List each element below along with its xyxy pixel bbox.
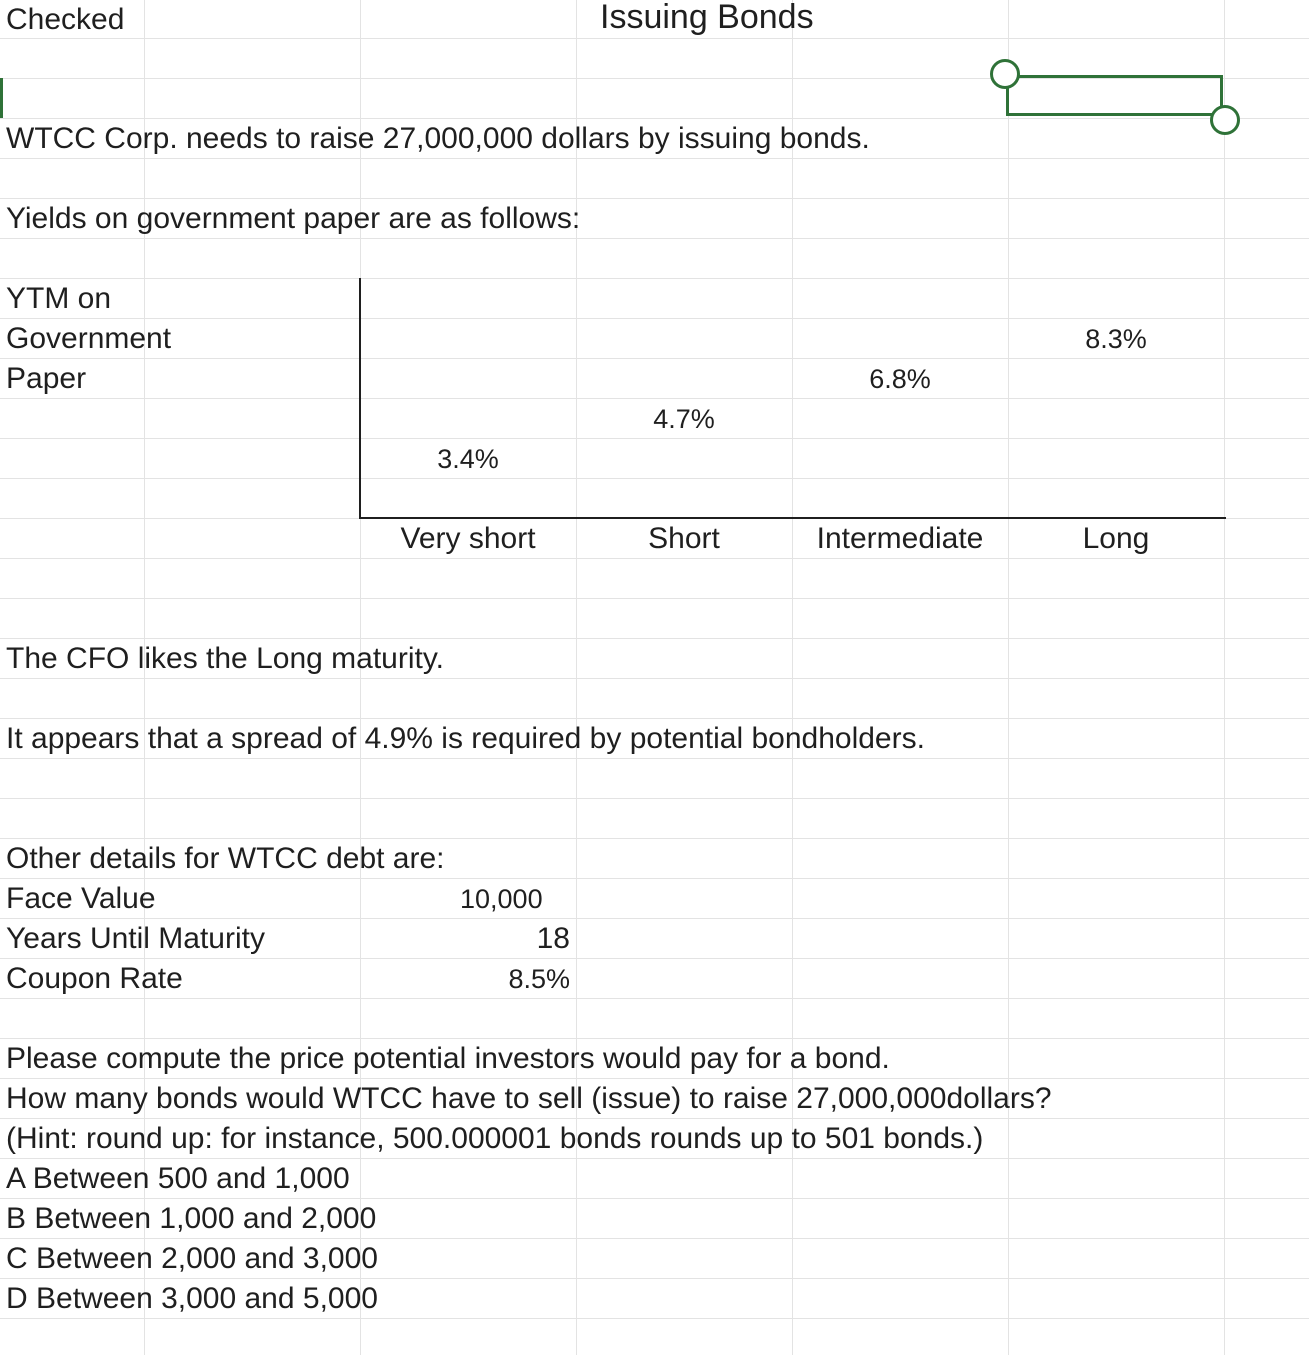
years-until-maturity-value: 18 [536, 922, 570, 955]
option-b: B Between 1,000 and 2,000 [6, 1202, 377, 1235]
option-d: D Between 3,000 and 5,000 [6, 1282, 378, 1315]
chart-category-label: Short [648, 522, 720, 555]
coupon-rate-label: Coupon Rate [6, 962, 183, 995]
yields-intro-text: Yields on government paper are as follows: [6, 202, 581, 235]
face-value-label: Face Value [6, 882, 156, 915]
cfo-note: The CFO likes the Long maturity. [6, 642, 444, 675]
chart-value-label: 4.7% [653, 404, 715, 434]
checked-label: Checked [6, 3, 125, 36]
option-c: C Between 2,000 and 3,000 [6, 1242, 378, 1275]
option-a: A Between 500 and 1,000 [6, 1162, 350, 1195]
selection-handle-top-left[interactable] [990, 59, 1020, 89]
spread-note: It appears that a spread of 4.9% is required by potential bondholders. [6, 722, 925, 755]
yield-chart-axes [359, 278, 1226, 519]
years-until-maturity-label: Years Until Maturity [6, 922, 265, 955]
chart-value-label: 6.8% [869, 364, 931, 394]
chart-value-label: 3.4% [437, 444, 499, 474]
question-line-2: How many bonds would WTCC have to sell (issue) to raise 27,000,000dollars? [6, 1082, 1052, 1115]
active-row-marker [0, 78, 3, 118]
ytm-label-line-3: Paper [6, 362, 87, 395]
chart-value-label: 8.3% [1085, 324, 1147, 354]
chart-category-label: Long [1082, 522, 1150, 555]
question-line-1: Please compute the price potential investors would pay for a bond. [6, 1042, 890, 1075]
ytm-label-line-2: Government [6, 322, 172, 355]
ytm-label-line-1: YTM on [6, 282, 112, 315]
sheet-title: Issuing Bonds [600, 0, 814, 36]
coupon-rate-value: 8.5% [508, 964, 570, 994]
face-value-value: 10,000 [460, 884, 543, 914]
chart-category-label: Intermediate [816, 522, 984, 555]
other-details-heading: Other details for WTCC debt are: [6, 842, 445, 875]
intro-text: WTCC Corp. needs to raise 27,000,000 dollars by issuing bonds. [6, 122, 870, 155]
selected-cell-range[interactable] [1006, 75, 1223, 116]
chart-category-label: Very short [400, 522, 536, 555]
selection-handle-bottom-right[interactable] [1210, 105, 1240, 135]
question-line-3: (Hint: round up: for instance, 500.000001 bonds rounds up to 501 bonds.) [6, 1122, 984, 1155]
